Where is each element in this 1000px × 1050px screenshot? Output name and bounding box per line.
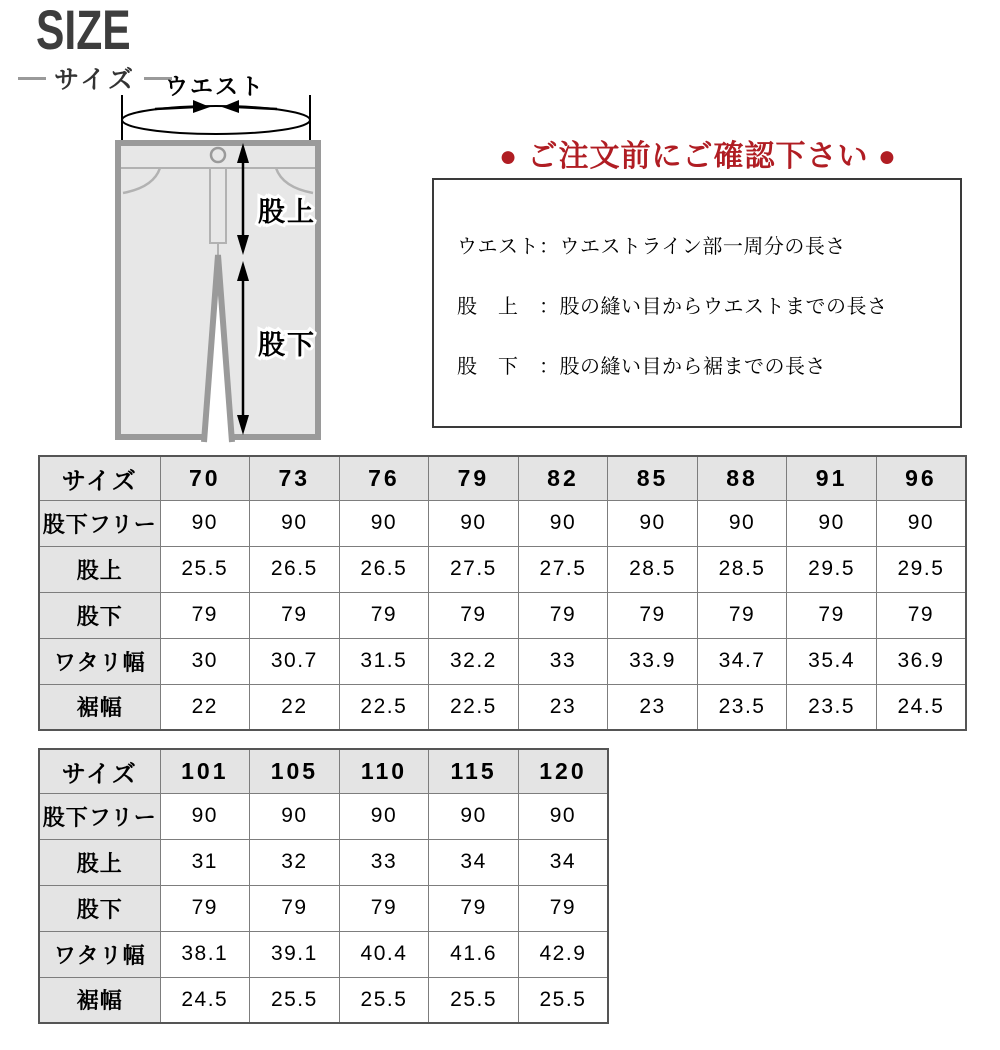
pants-diagram — [103, 83, 338, 455]
measurement-cell: 22.5 — [339, 684, 429, 730]
subtitle-dash-left-icon — [18, 77, 46, 80]
measurement-cell: 90 — [160, 793, 250, 839]
size-header-cell: 91 — [787, 456, 877, 500]
measurement-cell: 90 — [697, 500, 787, 546]
row-label-cell: ワタリ幅 — [39, 638, 160, 684]
measurement-cell: 24.5 — [160, 977, 250, 1023]
measurement-cell: 38.1 — [160, 931, 250, 977]
measurement-row — [39, 793, 608, 839]
measurement-row — [39, 931, 608, 977]
measurement-cell: 27.5 — [518, 546, 608, 592]
size-header-cell: 82 — [518, 456, 608, 500]
measurement-row — [39, 638, 966, 684]
measurement-cell: 90 — [518, 500, 608, 546]
measurement-cell: 23 — [518, 684, 608, 730]
measurement-cell: 25.5 — [339, 977, 429, 1023]
size-header-cell: 73 — [250, 456, 340, 500]
measurement-cell: 30 — [160, 638, 250, 684]
measurement-cell: 22 — [250, 684, 340, 730]
size-header-cell: 120 — [518, 749, 608, 793]
page-title: SIZE — [36, 0, 131, 61]
size-header-cell: 76 — [339, 456, 429, 500]
size-header-cell: 101 — [160, 749, 250, 793]
size-header-row — [39, 749, 608, 793]
measurement-cell: 33.9 — [608, 638, 698, 684]
notice-heading: ● ご注文前にご確認下さい ● — [499, 140, 897, 173]
waist-ellipse — [122, 106, 310, 134]
button-circle — [211, 148, 225, 162]
size-header-cell: 79 — [429, 456, 519, 500]
measurement-cell: 39.1 — [250, 931, 340, 977]
measurement-row — [39, 977, 608, 1023]
notice-line-waist: ウエスト：ウエストライン部一周分の長さ — [457, 236, 846, 258]
measurement-cell: 25.5 — [429, 977, 519, 1023]
row-label-cell: 股下 — [39, 592, 160, 638]
measurement-cell: 29.5 — [787, 546, 877, 592]
measurement-row — [39, 546, 966, 592]
measurement-cell: 33 — [518, 638, 608, 684]
measurement-cell: 36.9 — [876, 638, 966, 684]
measurement-cell: 33 — [339, 839, 429, 885]
row-label-cell: 股下フリー — [39, 793, 160, 839]
waist-arrow-left-shaft — [155, 107, 195, 109]
size-header-cell: 110 — [339, 749, 429, 793]
measurement-cell: 31.5 — [339, 638, 429, 684]
measurement-cell: 34 — [429, 839, 519, 885]
measurement-cell: 79 — [876, 592, 966, 638]
measurement-cell: 79 — [160, 592, 250, 638]
row-label-cell: 股上 — [39, 546, 160, 592]
measurement-cell: 25.5 — [160, 546, 250, 592]
measurement-cell: 28.5 — [697, 546, 787, 592]
measurement-cell: 79 — [787, 592, 877, 638]
waist-arrow-left-icon — [193, 100, 210, 113]
measurement-cell: 22 — [160, 684, 250, 730]
measurement-row — [39, 500, 966, 546]
measurement-cell: 25.5 — [518, 977, 608, 1023]
size-header-cell: 115 — [429, 749, 519, 793]
measurement-cell: 79 — [429, 885, 519, 931]
size-header-cell: 88 — [697, 456, 787, 500]
measurement-cell: 79 — [160, 885, 250, 931]
size-header-row — [39, 456, 966, 500]
measurement-cell: 90 — [250, 500, 340, 546]
row-label-cell: 裾幅 — [39, 684, 160, 730]
measurement-cell: 90 — [250, 793, 340, 839]
measurement-cell: 79 — [608, 592, 698, 638]
measurement-cell: 34.7 — [697, 638, 787, 684]
notice-line-rise: 股 上 ：股の縫い目からウエストまでの長さ — [457, 296, 888, 318]
measurement-cell: 79 — [518, 592, 608, 638]
size-header-cell: 70 — [160, 456, 250, 500]
measurement-cell: 90 — [608, 500, 698, 546]
measurement-cell: 23.5 — [697, 684, 787, 730]
size-header-cell: 96 — [876, 456, 966, 500]
rise-label: 股上 — [258, 197, 316, 227]
waist-arrow-right-shaft — [237, 107, 277, 109]
notice-line-inseam: 股 下 ：股の縫い目から裾までの長さ — [457, 356, 826, 378]
page-subtitle-label: サイズ — [53, 66, 136, 94]
size-header-label: サイズ — [39, 749, 160, 793]
measurement-cell: 41.6 — [429, 931, 519, 977]
measurement-cell: 30.7 — [250, 638, 340, 684]
row-label-cell: 裾幅 — [39, 977, 160, 1023]
measurement-cell: 90 — [160, 500, 250, 546]
waist-label: ウエスト — [165, 73, 265, 99]
measurement-cell: 34 — [518, 839, 608, 885]
measurement-cell: 90 — [518, 793, 608, 839]
measurement-row — [39, 592, 966, 638]
measurement-cell: 29.5 — [876, 546, 966, 592]
notice-box — [432, 178, 962, 428]
measurement-cell: 90 — [787, 500, 877, 546]
inseam-label: 股下 — [258, 330, 316, 360]
measurement-cell: 90 — [429, 500, 519, 546]
measurement-cell: 24.5 — [876, 684, 966, 730]
size-table-large — [38, 748, 609, 1024]
size-header-cell: 105 — [250, 749, 340, 793]
row-label-cell: 股下 — [39, 885, 160, 931]
size-header-cell: 85 — [608, 456, 698, 500]
measurement-cell: 90 — [429, 793, 519, 839]
measurement-cell: 79 — [339, 885, 429, 931]
measurement-cell: 79 — [250, 885, 340, 931]
measurement-cell: 90 — [339, 793, 429, 839]
measurement-row — [39, 885, 608, 931]
size-table-small — [38, 455, 967, 731]
measurement-cell: 79 — [250, 592, 340, 638]
measurement-cell: 42.9 — [518, 931, 608, 977]
measurement-cell: 25.5 — [250, 977, 340, 1023]
measurement-cell: 79 — [339, 592, 429, 638]
measurement-cell: 35.4 — [787, 638, 877, 684]
measurement-cell: 79 — [518, 885, 608, 931]
size-header-label: サイズ — [39, 456, 160, 500]
measurement-cell: 90 — [876, 500, 966, 546]
measurement-cell: 23 — [608, 684, 698, 730]
row-label-cell: 股上 — [39, 839, 160, 885]
measurement-cell: 26.5 — [250, 546, 340, 592]
measurement-cell: 27.5 — [429, 546, 519, 592]
measurement-cell: 90 — [339, 500, 429, 546]
measurement-row — [39, 839, 608, 885]
measurement-cell: 79 — [697, 592, 787, 638]
measurement-cell: 32 — [250, 839, 340, 885]
waist-arrow-right-icon — [222, 100, 239, 113]
fly-rect — [210, 168, 226, 243]
measurement-cell: 79 — [429, 592, 519, 638]
measurement-row — [39, 684, 966, 730]
measurement-cell: 26.5 — [339, 546, 429, 592]
measurement-cell: 31 — [160, 839, 250, 885]
row-label-cell: 股下フリー — [39, 500, 160, 546]
measurement-cell: 28.5 — [608, 546, 698, 592]
row-label-cell: ワタリ幅 — [39, 931, 160, 977]
measurement-cell: 40.4 — [339, 931, 429, 977]
measurement-cell: 22.5 — [429, 684, 519, 730]
measurement-cell: 23.5 — [787, 684, 877, 730]
measurement-cell: 32.2 — [429, 638, 519, 684]
